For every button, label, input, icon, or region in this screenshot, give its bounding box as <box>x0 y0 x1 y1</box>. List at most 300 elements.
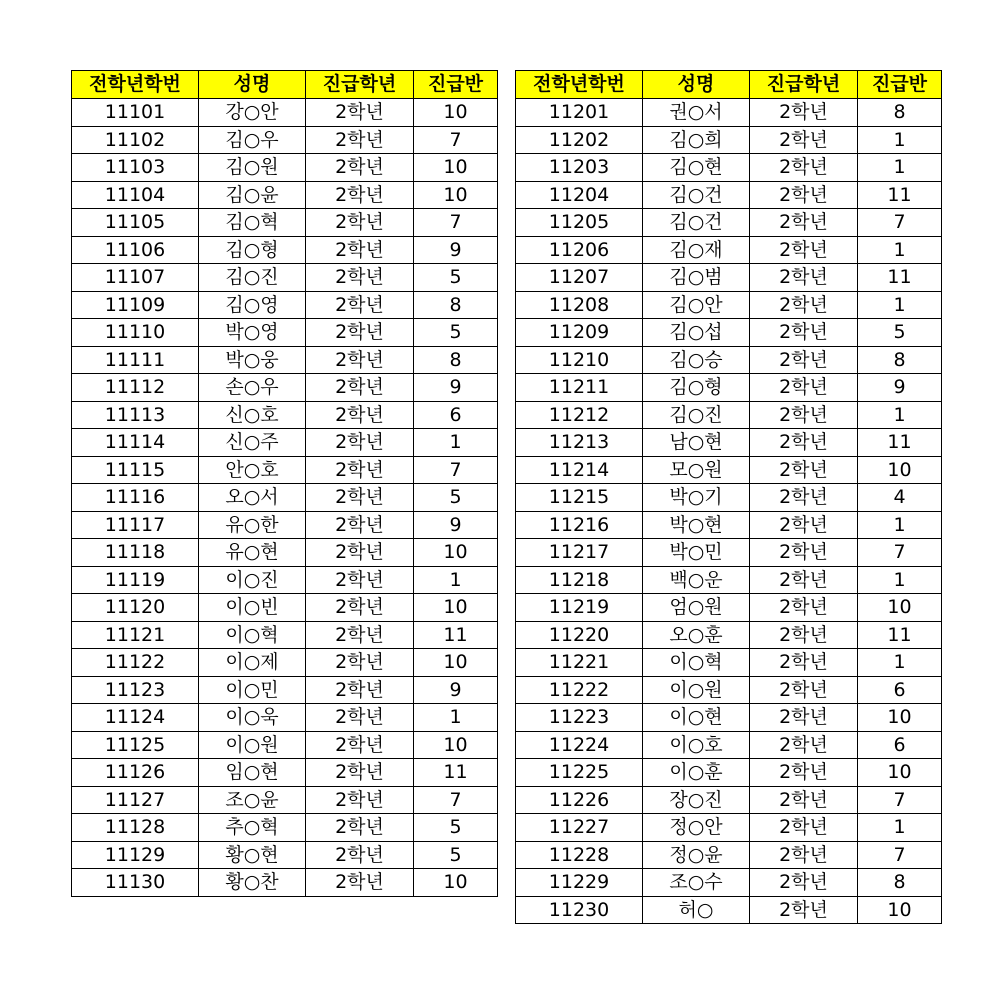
cell-prev-student-id: 11107 <box>72 264 199 292</box>
cell-next-grade: 2학년 <box>750 484 858 512</box>
cell-next-class: 8 <box>858 346 942 374</box>
table-row <box>72 566 498 594</box>
cell-next-grade: 2학년 <box>750 236 858 264</box>
cell-next-class: 1 <box>858 401 942 429</box>
cell-name: 김○영 <box>199 291 306 319</box>
cell-name: 정○윤 <box>643 841 750 869</box>
table-row <box>516 154 942 182</box>
cell-next-grade: 2학년 <box>750 786 858 814</box>
cell-prev-student-id: 11102 <box>72 126 199 154</box>
cell-name: 정○안 <box>643 814 750 842</box>
table-row <box>72 539 498 567</box>
table-row <box>72 704 498 732</box>
table-row <box>72 99 498 127</box>
cell-next-grade: 2학년 <box>306 319 414 347</box>
cell-name: 김○안 <box>643 291 750 319</box>
header-name: 성명 <box>643 71 750 99</box>
cell-name: 박○기 <box>643 484 750 512</box>
cell-name: 황○찬 <box>199 869 306 897</box>
cell-next-class: 8 <box>414 291 498 319</box>
cell-next-grade: 2학년 <box>306 401 414 429</box>
cell-prev-student-id: 11223 <box>516 704 643 732</box>
cell-next-class: 6 <box>858 731 942 759</box>
cell-prev-student-id: 11122 <box>72 649 199 677</box>
table-row <box>516 814 942 842</box>
cell-next-class: 11 <box>858 264 942 292</box>
cell-prev-student-id: 11120 <box>72 594 199 622</box>
table-row <box>516 786 942 814</box>
cell-next-grade: 2학년 <box>750 456 858 484</box>
table-row <box>516 511 942 539</box>
cell-name: 김○형 <box>199 236 306 264</box>
cell-prev-student-id: 11220 <box>516 621 643 649</box>
cell-next-grade: 2학년 <box>306 429 414 457</box>
table-row <box>516 731 942 759</box>
cell-name: 손○우 <box>199 374 306 402</box>
cell-name: 김○희 <box>643 126 750 154</box>
table-row <box>516 759 942 787</box>
cell-prev-student-id: 11204 <box>516 181 643 209</box>
cell-next-grade: 2학년 <box>750 539 858 567</box>
cell-next-grade: 2학년 <box>750 869 858 897</box>
cell-next-class: 10 <box>858 759 942 787</box>
table-row <box>72 319 498 347</box>
cell-prev-student-id: 11208 <box>516 291 643 319</box>
cell-name: 이○진 <box>199 566 306 594</box>
cell-next-grade: 2학년 <box>306 566 414 594</box>
cell-next-grade: 2학년 <box>750 291 858 319</box>
cell-name: 김○우 <box>199 126 306 154</box>
cell-name: 조○수 <box>643 869 750 897</box>
cell-next-grade: 2학년 <box>750 209 858 237</box>
cell-name: 유○한 <box>199 511 306 539</box>
cell-prev-student-id: 11219 <box>516 594 643 622</box>
cell-next-grade: 2학년 <box>306 374 414 402</box>
table-row <box>72 511 498 539</box>
cell-next-class: 1 <box>414 566 498 594</box>
cell-next-class: 4 <box>858 484 942 512</box>
cell-prev-student-id: 11210 <box>516 346 643 374</box>
cell-next-class: 1 <box>414 429 498 457</box>
table-row <box>516 374 942 402</box>
cell-prev-student-id: 11119 <box>72 566 199 594</box>
cell-next-grade: 2학년 <box>750 346 858 374</box>
cell-prev-student-id: 11125 <box>72 731 199 759</box>
cell-prev-student-id: 11121 <box>72 621 199 649</box>
cell-name: 허○ <box>643 896 750 924</box>
cell-next-class: 9 <box>414 236 498 264</box>
cell-name: 박○민 <box>643 539 750 567</box>
cell-prev-student-id: 11201 <box>516 99 643 127</box>
table-row <box>72 621 498 649</box>
cell-next-grade: 2학년 <box>306 676 414 704</box>
table-row <box>516 319 942 347</box>
cell-next-class: 10 <box>414 649 498 677</box>
cell-next-class: 10 <box>858 456 942 484</box>
cell-prev-student-id: 11216 <box>516 511 643 539</box>
cell-prev-student-id: 11110 <box>72 319 199 347</box>
cell-name: 백○운 <box>643 566 750 594</box>
cell-next-class: 9 <box>414 511 498 539</box>
cell-next-class: 10 <box>414 181 498 209</box>
cell-name: 박○웅 <box>199 346 306 374</box>
cell-next-class: 1 <box>858 566 942 594</box>
cell-next-grade: 2학년 <box>306 511 414 539</box>
cell-next-class: 10 <box>414 869 498 897</box>
cell-next-grade: 2학년 <box>306 786 414 814</box>
cell-name: 김○승 <box>643 346 750 374</box>
table-row <box>72 841 498 869</box>
table-row <box>72 346 498 374</box>
cell-next-class: 11 <box>858 621 942 649</box>
cell-next-class: 1 <box>858 236 942 264</box>
cell-name: 김○원 <box>199 154 306 182</box>
cell-name: 권○서 <box>643 99 750 127</box>
cell-next-grade: 2학년 <box>750 154 858 182</box>
cell-next-class: 6 <box>858 676 942 704</box>
cell-next-grade: 2학년 <box>306 649 414 677</box>
cell-name: 김○범 <box>643 264 750 292</box>
table-row <box>516 896 942 924</box>
table-row <box>72 264 498 292</box>
cell-next-grade: 2학년 <box>306 731 414 759</box>
table-row <box>72 209 498 237</box>
cell-next-grade: 2학년 <box>306 346 414 374</box>
cell-next-grade: 2학년 <box>306 841 414 869</box>
header-name: 성명 <box>199 71 306 99</box>
table-row <box>516 869 942 897</box>
cell-next-grade: 2학년 <box>306 704 414 732</box>
cell-name: 모○원 <box>643 456 750 484</box>
cell-next-class: 7 <box>414 126 498 154</box>
roster-table-left <box>71 70 498 897</box>
cell-prev-student-id: 11209 <box>516 319 643 347</box>
cell-name: 남○현 <box>643 429 750 457</box>
cell-next-class: 9 <box>414 374 498 402</box>
cell-next-class: 11 <box>414 621 498 649</box>
cell-next-class: 1 <box>858 814 942 842</box>
cell-prev-student-id: 11104 <box>72 181 199 209</box>
table-row <box>516 99 942 127</box>
header-next-class: 진급반 <box>414 71 498 99</box>
cell-name: 박○영 <box>199 319 306 347</box>
cell-prev-student-id: 11109 <box>72 291 199 319</box>
cell-next-class: 1 <box>858 649 942 677</box>
table-row <box>516 291 942 319</box>
table-row <box>72 456 498 484</box>
cell-next-class: 1 <box>414 704 498 732</box>
cell-prev-student-id: 11113 <box>72 401 199 429</box>
cell-name: 이○민 <box>199 676 306 704</box>
table-row <box>72 126 498 154</box>
cell-name: 신○주 <box>199 429 306 457</box>
cell-next-grade: 2학년 <box>750 126 858 154</box>
cell-next-grade: 2학년 <box>750 181 858 209</box>
cell-next-grade: 2학년 <box>750 676 858 704</box>
cell-next-class: 7 <box>858 209 942 237</box>
cell-name: 김○현 <box>643 154 750 182</box>
cell-name: 김○진 <box>643 401 750 429</box>
cell-next-class: 7 <box>858 539 942 567</box>
header-next-grade: 진급학년 <box>306 71 414 99</box>
table-row <box>516 264 942 292</box>
cell-prev-student-id: 11226 <box>516 786 643 814</box>
table-row <box>516 566 942 594</box>
cell-next-class: 9 <box>414 676 498 704</box>
header-next-grade: 진급학년 <box>750 71 858 99</box>
table-row <box>72 401 498 429</box>
cell-name: 조○윤 <box>199 786 306 814</box>
cell-name: 신○호 <box>199 401 306 429</box>
cell-name: 이○현 <box>643 704 750 732</box>
cell-name: 이○혁 <box>199 621 306 649</box>
cell-next-grade: 2학년 <box>750 731 858 759</box>
cell-prev-student-id: 11213 <box>516 429 643 457</box>
header-prev-student-id: 전학년학번 <box>72 71 199 99</box>
table-row <box>72 236 498 264</box>
cell-prev-student-id: 11205 <box>516 209 643 237</box>
cell-next-grade: 2학년 <box>750 511 858 539</box>
table-row <box>516 236 942 264</box>
cell-next-grade: 2학년 <box>750 896 858 924</box>
cell-name: 장○진 <box>643 786 750 814</box>
cell-next-grade: 2학년 <box>750 759 858 787</box>
cell-prev-student-id: 11214 <box>516 456 643 484</box>
cell-prev-student-id: 11212 <box>516 401 643 429</box>
cell-prev-student-id: 11105 <box>72 209 199 237</box>
cell-next-class: 5 <box>414 841 498 869</box>
table-row <box>72 594 498 622</box>
cell-name: 안○호 <box>199 456 306 484</box>
cell-prev-student-id: 11215 <box>516 484 643 512</box>
table-row <box>516 484 942 512</box>
cell-prev-student-id: 11228 <box>516 841 643 869</box>
cell-next-class: 10 <box>414 99 498 127</box>
cell-next-grade: 2학년 <box>306 759 414 787</box>
cell-next-class: 8 <box>858 869 942 897</box>
cell-name: 김○섭 <box>643 319 750 347</box>
cell-next-grade: 2학년 <box>306 236 414 264</box>
cell-next-class: 1 <box>858 291 942 319</box>
cell-prev-student-id: 11103 <box>72 154 199 182</box>
cell-name: 박○현 <box>643 511 750 539</box>
cell-next-class: 7 <box>414 209 498 237</box>
cell-prev-student-id: 11203 <box>516 154 643 182</box>
table-row <box>516 649 942 677</box>
cell-name: 김○혁 <box>199 209 306 237</box>
cell-prev-student-id: 11112 <box>72 374 199 402</box>
cell-next-class: 5 <box>414 264 498 292</box>
header-prev-student-id: 전학년학번 <box>516 71 643 99</box>
cell-prev-student-id: 11225 <box>516 759 643 787</box>
cell-prev-student-id: 11123 <box>72 676 199 704</box>
cell-prev-student-id: 11116 <box>72 484 199 512</box>
cell-next-class: 10 <box>858 594 942 622</box>
cell-name: 김○윤 <box>199 181 306 209</box>
cell-prev-student-id: 11230 <box>516 896 643 924</box>
cell-next-class: 10 <box>858 896 942 924</box>
cell-prev-student-id: 11129 <box>72 841 199 869</box>
cell-next-grade: 2학년 <box>750 704 858 732</box>
cell-next-grade: 2학년 <box>306 539 414 567</box>
cell-name: 오○훈 <box>643 621 750 649</box>
cell-prev-student-id: 11124 <box>72 704 199 732</box>
table-row <box>516 704 942 732</box>
cell-next-class: 6 <box>414 401 498 429</box>
cell-name: 유○현 <box>199 539 306 567</box>
table-row <box>516 621 942 649</box>
table-row <box>516 126 942 154</box>
cell-next-class: 7 <box>414 786 498 814</box>
table-row <box>72 731 498 759</box>
cell-name: 이○호 <box>643 731 750 759</box>
cell-prev-student-id: 11227 <box>516 814 643 842</box>
cell-prev-student-id: 11222 <box>516 676 643 704</box>
table-row <box>516 209 942 237</box>
header-next-class: 진급반 <box>858 71 942 99</box>
cell-next-class: 10 <box>414 731 498 759</box>
cell-next-class: 5 <box>858 319 942 347</box>
header-row <box>516 71 942 99</box>
table-row <box>516 594 942 622</box>
table-row <box>72 786 498 814</box>
cell-next-class: 8 <box>414 346 498 374</box>
cell-prev-student-id: 11221 <box>516 649 643 677</box>
cell-next-grade: 2학년 <box>306 484 414 512</box>
cell-next-grade: 2학년 <box>306 99 414 127</box>
cell-prev-student-id: 11114 <box>72 429 199 457</box>
cell-next-grade: 2학년 <box>750 319 858 347</box>
header-row <box>72 71 498 99</box>
cell-next-class: 5 <box>414 484 498 512</box>
cell-next-grade: 2학년 <box>306 621 414 649</box>
cell-name: 김○재 <box>643 236 750 264</box>
cell-next-class: 7 <box>858 786 942 814</box>
table-row <box>72 759 498 787</box>
cell-next-grade: 2학년 <box>750 814 858 842</box>
cell-prev-student-id: 11224 <box>516 731 643 759</box>
cell-prev-student-id: 11126 <box>72 759 199 787</box>
cell-next-grade: 2학년 <box>750 401 858 429</box>
cell-next-grade: 2학년 <box>306 126 414 154</box>
cell-name: 김○건 <box>643 209 750 237</box>
table-row <box>72 154 498 182</box>
cell-next-class: 8 <box>858 99 942 127</box>
cell-name: 김○건 <box>643 181 750 209</box>
cell-next-class: 11 <box>858 181 942 209</box>
cell-name: 임○현 <box>199 759 306 787</box>
cell-next-grade: 2학년 <box>306 209 414 237</box>
cell-name: 이○욱 <box>199 704 306 732</box>
cell-prev-student-id: 11106 <box>72 236 199 264</box>
cell-prev-student-id: 11211 <box>516 374 643 402</box>
cell-prev-student-id: 11117 <box>72 511 199 539</box>
table-row <box>72 484 498 512</box>
cell-prev-student-id: 11218 <box>516 566 643 594</box>
cell-next-grade: 2학년 <box>306 456 414 484</box>
cell-prev-student-id: 11206 <box>516 236 643 264</box>
cell-next-class: 7 <box>414 456 498 484</box>
cell-name: 이○훈 <box>643 759 750 787</box>
cell-prev-student-id: 11127 <box>72 786 199 814</box>
table-row <box>516 841 942 869</box>
table-row <box>516 401 942 429</box>
cell-prev-student-id: 11217 <box>516 539 643 567</box>
table-row <box>516 456 942 484</box>
cell-next-grade: 2학년 <box>750 841 858 869</box>
table-row <box>72 429 498 457</box>
cell-next-grade: 2학년 <box>306 181 414 209</box>
table-row <box>72 291 498 319</box>
cell-next-class: 1 <box>858 511 942 539</box>
cell-next-grade: 2학년 <box>750 429 858 457</box>
cell-next-class: 9 <box>858 374 942 402</box>
table-row <box>72 869 498 897</box>
cell-prev-student-id: 11115 <box>72 456 199 484</box>
table-row <box>516 539 942 567</box>
cell-name: 이○혁 <box>643 649 750 677</box>
cell-next-class: 10 <box>414 154 498 182</box>
table-row <box>516 676 942 704</box>
table-row <box>72 181 498 209</box>
cell-next-class: 11 <box>858 429 942 457</box>
roster-table-right <box>515 70 942 924</box>
cell-next-grade: 2학년 <box>306 814 414 842</box>
cell-prev-student-id: 11229 <box>516 869 643 897</box>
table-row <box>72 814 498 842</box>
table-row <box>516 429 942 457</box>
cell-next-class: 5 <box>414 814 498 842</box>
cell-next-grade: 2학년 <box>750 566 858 594</box>
cell-prev-student-id: 11111 <box>72 346 199 374</box>
cell-name: 이○빈 <box>199 594 306 622</box>
cell-name: 강○안 <box>199 99 306 127</box>
cell-next-class: 10 <box>414 594 498 622</box>
cell-next-grade: 2학년 <box>306 869 414 897</box>
cell-name: 추○혁 <box>199 814 306 842</box>
cell-next-grade: 2학년 <box>750 374 858 402</box>
cell-next-grade: 2학년 <box>750 594 858 622</box>
table-row <box>72 649 498 677</box>
cell-name: 오○서 <box>199 484 306 512</box>
cell-name: 황○현 <box>199 841 306 869</box>
cell-next-class: 10 <box>414 539 498 567</box>
cell-name: 엄○원 <box>643 594 750 622</box>
cell-next-grade: 2학년 <box>750 99 858 127</box>
table-row <box>72 676 498 704</box>
cell-next-grade: 2학년 <box>750 264 858 292</box>
table-row <box>72 374 498 402</box>
cell-next-class: 1 <box>858 126 942 154</box>
cell-name: 김○진 <box>199 264 306 292</box>
cell-prev-student-id: 11207 <box>516 264 643 292</box>
cell-name: 이○제 <box>199 649 306 677</box>
cell-next-grade: 2학년 <box>306 291 414 319</box>
cell-prev-student-id: 11202 <box>516 126 643 154</box>
cell-next-grade: 2학년 <box>750 649 858 677</box>
cell-name: 김○형 <box>643 374 750 402</box>
cell-name: 이○원 <box>199 731 306 759</box>
table-row <box>516 181 942 209</box>
cell-next-grade: 2학년 <box>306 264 414 292</box>
cell-prev-student-id: 11118 <box>72 539 199 567</box>
cell-next-grade: 2학년 <box>306 154 414 182</box>
cell-prev-student-id: 11130 <box>72 869 199 897</box>
table-row <box>516 346 942 374</box>
cell-next-class: 1 <box>858 154 942 182</box>
cell-prev-student-id: 11128 <box>72 814 199 842</box>
cell-name: 이○원 <box>643 676 750 704</box>
